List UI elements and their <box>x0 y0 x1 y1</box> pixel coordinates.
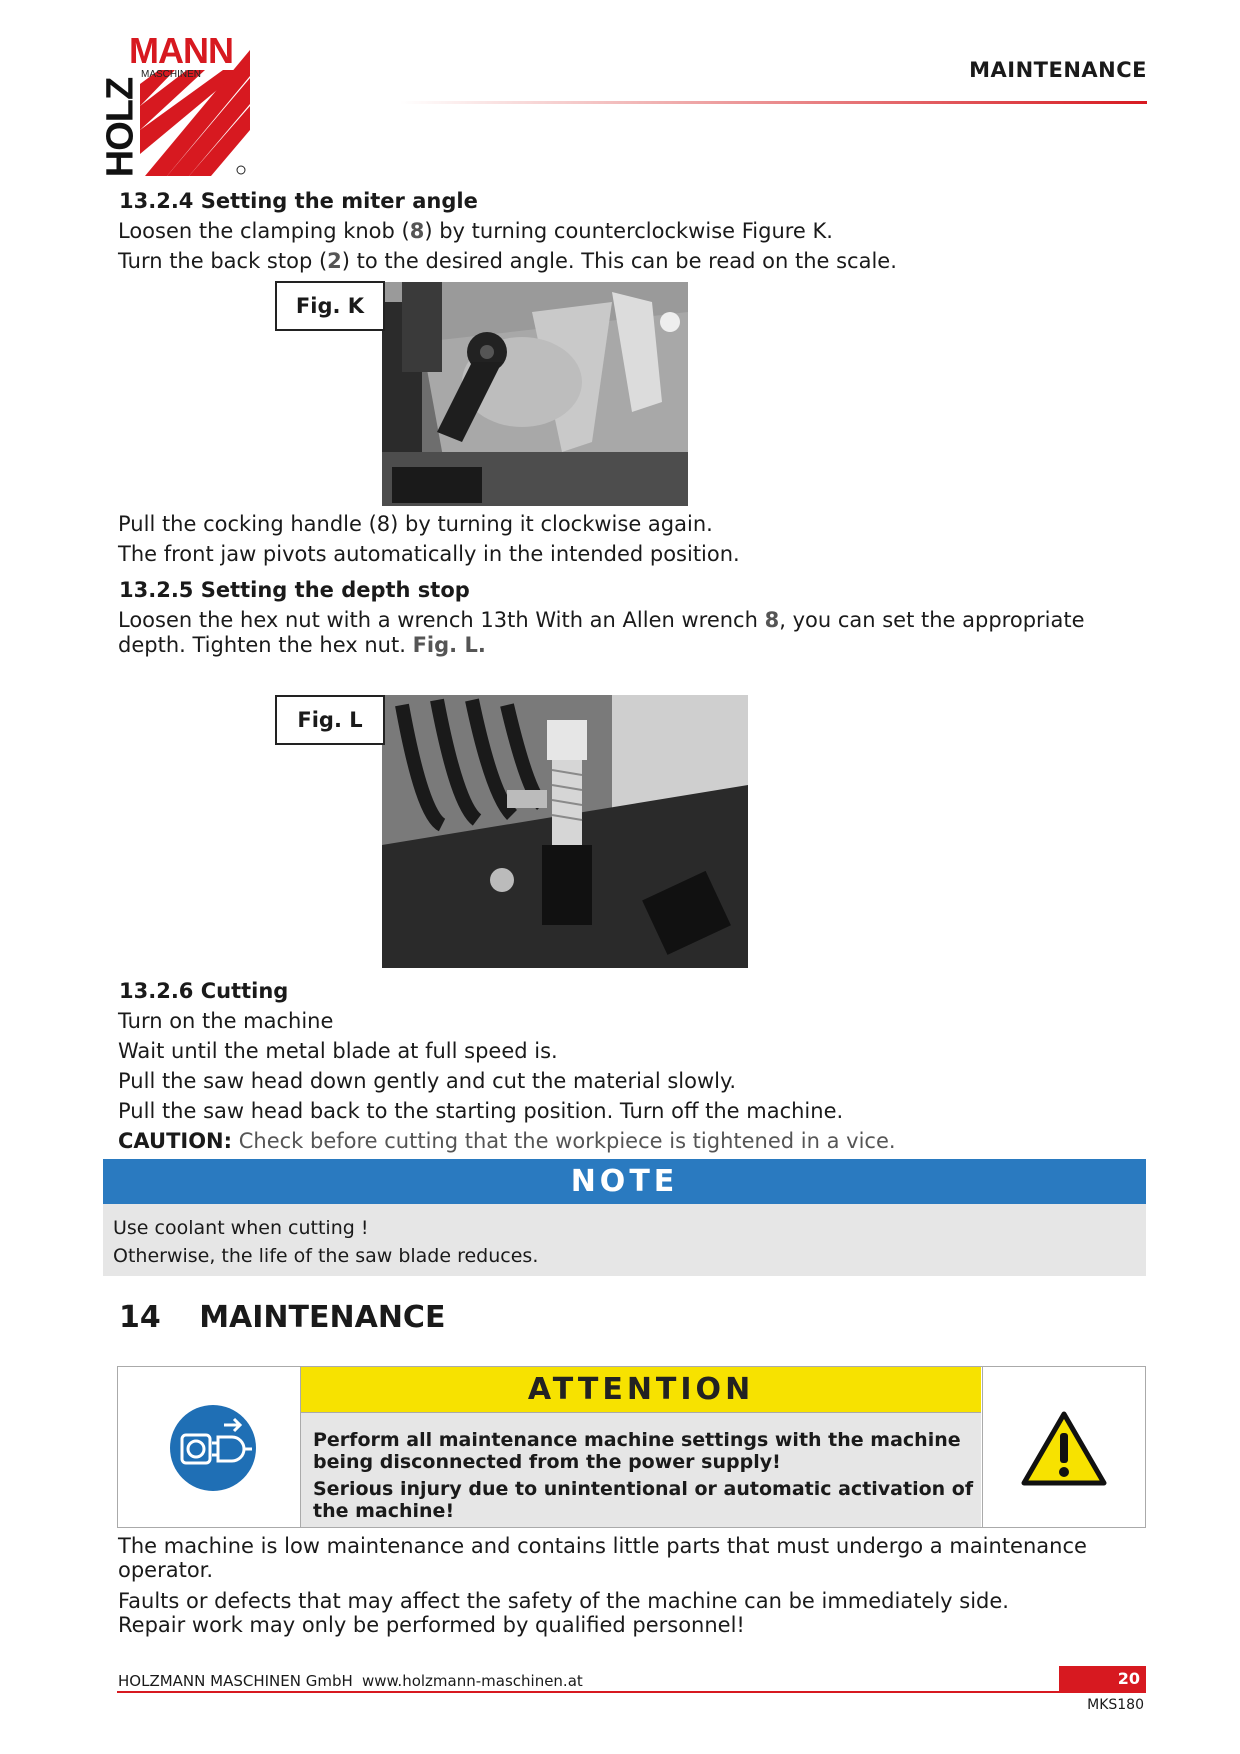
section-number: 14 <box>119 1300 161 1335</box>
header-section-title: MAINTENANCE <box>969 58 1147 82</box>
heading-13-2-5: 13.2.5 Setting the depth stop <box>119 578 470 602</box>
paragraph-line: Pull the saw head back to the starting position. Turn off the machine. <box>118 1099 844 1123</box>
paragraph-line: Turn the back stop (2) to the desired angle. This can be read on the scale. <box>118 249 897 273</box>
attention-title: ATTENTION <box>301 1367 981 1413</box>
note-box <box>103 1159 1146 1276</box>
attention-line: Perform all maintenance machine settings with the machine <box>313 1429 961 1451</box>
logo-maschinen-text: MASCHINEN <box>141 69 202 80</box>
warning-triangle-icon <box>1021 1411 1107 1487</box>
figure-l-photo <box>382 695 748 968</box>
attention-right-cell <box>982 1367 1146 1527</box>
attention-left-cell <box>118 1367 301 1527</box>
paragraph-line: The front jaw pivots automatically in the intended position. <box>118 542 740 566</box>
paragraph-line: Repair work may only be performed by qualified personnel! <box>118 1613 745 1637</box>
note-line: Otherwise, the life of the saw blade reduces. <box>113 1245 539 1267</box>
unplug-icon <box>168 1403 258 1493</box>
header-rule <box>400 101 1147 104</box>
depth-stop-photo-icon <box>382 695 748 968</box>
paragraph-line: Loosen the hex nut with a wrench 13th With an Allen wrench 8, you can set the appropriate <box>118 608 1085 632</box>
section-14-heading <box>119 1300 445 1335</box>
note-line: Use coolant when cutting ! <box>113 1217 369 1239</box>
footer-model: MKS180 <box>1087 1697 1144 1713</box>
paragraph-line: Loosen the clamping knob (8) by turning counterclockwise Figure K. <box>118 219 833 243</box>
heading-13-2-4: 13.2.4 Setting the miter angle <box>119 189 478 213</box>
paragraph-line: Wait until the metal blade at full speed is. <box>118 1039 558 1063</box>
figure-label-k: Fig. K <box>275 281 385 331</box>
logo-holz-text: HOLZ <box>99 77 142 178</box>
paragraph-line: Faults or defects that may affect the safety of the machine can be immediately side. <box>118 1589 1009 1613</box>
attention-line: being disconnected from the power supply! <box>313 1451 781 1473</box>
heading-13-2-6: 13.2.6 Cutting <box>119 979 289 1003</box>
footer-page-badge <box>1059 1666 1146 1692</box>
paragraph-line: depth. Tighten the hex nut. Fig. L. <box>118 633 486 657</box>
figure-k-photo <box>382 282 688 506</box>
attention-line: Serious injury due to unintentional or automatic activation of <box>313 1478 974 1500</box>
section-title: MAINTENANCE <box>199 1300 446 1335</box>
page-number: 20 <box>1117 1669 1140 1688</box>
paragraph-line: The machine is low maintenance and contains little parts that must undergo a maintenance <box>118 1534 1087 1558</box>
logo-mann-text: MANN <box>129 30 233 71</box>
paragraph-line: Turn on the machine <box>118 1009 334 1033</box>
note-title: NOTE <box>103 1159 1146 1204</box>
attention-center-cell <box>301 1367 981 1527</box>
brand-logo <box>99 30 255 178</box>
caution-line: CAUTION: Check before cutting that the workpiece is tightened in a vice. <box>118 1129 896 1153</box>
paragraph-line: Pull the saw head down gently and cut the material slowly. <box>118 1069 737 1093</box>
footer-rule <box>117 1691 1146 1693</box>
figure-label-l: Fig. L <box>275 695 385 745</box>
miter-clamp-photo-icon <box>382 282 688 506</box>
paragraph-line: operator. <box>118 1558 214 1582</box>
attention-line: the machine! <box>313 1500 455 1522</box>
footer-website[interactable]: www.holzmann-maschinen.at <box>362 1672 583 1690</box>
paragraph-line: Pull the cocking handle (8) by turning it clockwise again. <box>118 512 713 536</box>
attention-box <box>117 1366 1146 1528</box>
footer-company: HOLZMANN MASCHINEN GmbH <box>118 1672 353 1690</box>
